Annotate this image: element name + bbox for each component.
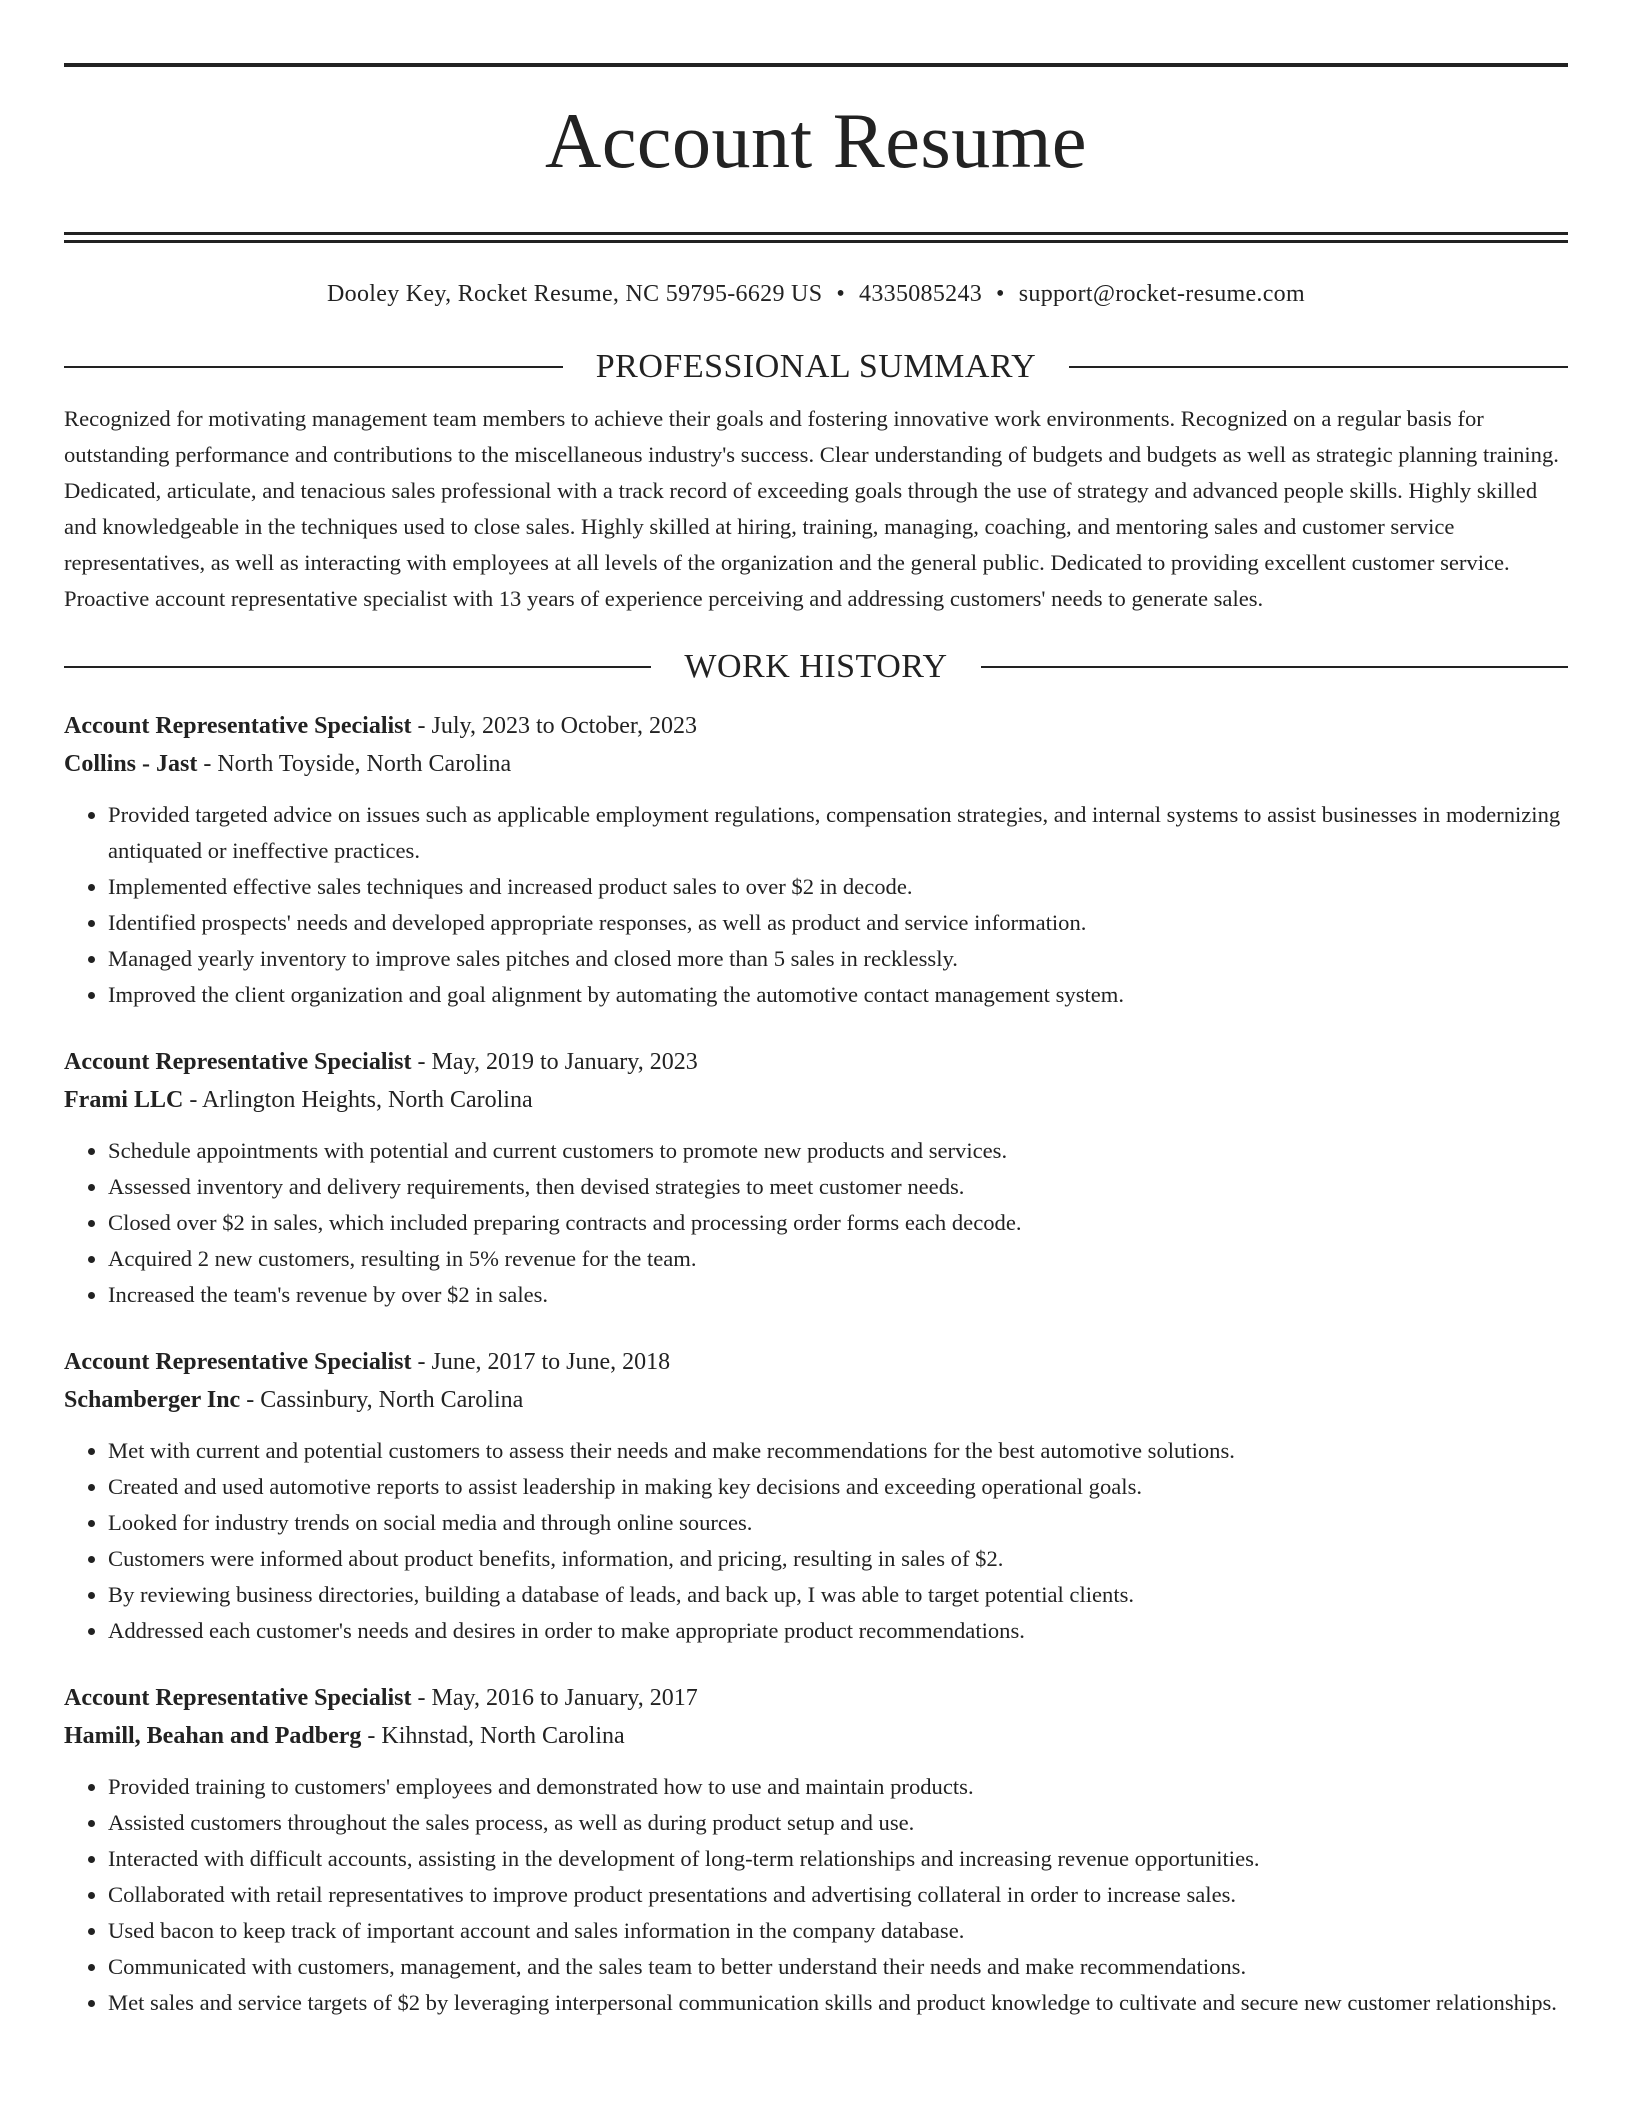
contact-line — [64, 279, 1568, 309]
list-item: • Assisted customers throughout the sales process, as well as during product setup and use. — [108, 1805, 1568, 1841]
work-history-list — [64, 707, 1568, 2021]
contact-phone: 4335085243 — [859, 281, 983, 308]
list-item: • Increased the team's revenue by over $2 in sales. — [108, 1277, 1568, 1313]
job-location: - North Toyside, North Carolina — [197, 751, 512, 778]
job-duties-list — [64, 1769, 1568, 2021]
resume-page — [64, 0, 1568, 2021]
job-title: Account Representative Specialist — [64, 1049, 412, 1076]
job-location: - Arlington Heights, North Carolina — [183, 1087, 533, 1114]
job-title-line — [64, 707, 1568, 745]
work-heading-label: WORK HISTORY — [684, 648, 948, 686]
job-dates: - June, 2017 to June, 2018 — [411, 1349, 671, 1376]
list-item: • Provided training to customers' employees and demonstrated how to use and maintain products. — [108, 1769, 1568, 1805]
list-item: • By reviewing business directories, building a database of leads, and back up, I was able to target potential clients. — [108, 1577, 1568, 1613]
contact-separator: • — [836, 281, 846, 308]
list-item: • Implemented effective sales techniques and increased product sales to over $2 in decode. — [108, 869, 1568, 905]
job-title: Account Representative Specialist — [64, 713, 412, 740]
job-dates: - July, 2023 to October, 2023 — [411, 713, 697, 740]
heading-rule-left — [64, 666, 651, 668]
job-entry — [64, 1043, 1568, 1313]
list-item: • Interacted with difficult accounts, assisting in the development of long-term relationships and increasing revenue opportunities. — [108, 1841, 1568, 1877]
job-location: - Cassinbury, North Carolina — [240, 1387, 524, 1414]
list-item: • Closed over $2 in sales, which included preparing contracts and processing order forms each decode. — [108, 1205, 1568, 1241]
list-item: • Created and used automotive reports to assist leadership in making key decisions and exceeding operational goals. — [108, 1469, 1568, 1505]
job-duties-list — [64, 1133, 1568, 1313]
job-dates: - May, 2019 to January, 2023 — [411, 1049, 698, 1076]
job-title-line — [64, 1043, 1568, 1081]
summary-heading — [64, 347, 1568, 387]
list-item: • Customers were informed about product benefits, information, and pricing, resulting in sales of $2. — [108, 1541, 1568, 1577]
job-entry — [64, 1343, 1568, 1649]
heading-rule-right — [981, 666, 1568, 668]
title-double-rule — [64, 232, 1568, 243]
list-item: • Looked for industry trends on social media and through online sources. — [108, 1505, 1568, 1541]
list-item: • Addressed each customer's needs and desires in order to make appropriate product recommendations. — [108, 1613, 1568, 1649]
job-company-line — [64, 1381, 1568, 1419]
job-location: - Kihnstad, North Carolina — [361, 1723, 625, 1750]
list-item: • Improved the client organization and goal alignment by automating the automotive contact management system. — [108, 977, 1568, 1013]
job-company: Hamill, Beahan and Padberg — [64, 1723, 362, 1750]
job-duties-list — [64, 1433, 1568, 1649]
list-item: • Identified prospects' needs and developed appropriate responses, as well as product and service information. — [108, 905, 1568, 941]
heading-rule-right — [1069, 366, 1568, 368]
contact-separator: • — [996, 281, 1005, 308]
job-company-line — [64, 1081, 1568, 1119]
job-company: Frami LLC — [64, 1087, 184, 1114]
list-item: • Provided targeted advice on issues such as applicable employment regulations, compensation strategies, and internal systems to assist businesses in modernizing antiquated or ineffective practices. — [108, 797, 1568, 869]
list-item: • Met with current and potential customers to assess their needs and make recommendations for the best automotive solutions. — [108, 1433, 1568, 1469]
job-duties-list — [64, 797, 1568, 1013]
list-item: • Schedule appointments with potential and current customers to promote new products and services. — [108, 1133, 1568, 1169]
contact-address: Dooley Key, Rocket Resume, NC 59795-6629 US — [327, 281, 823, 308]
list-item: • Collaborated with retail representatives to improve product presentations and advertising collateral in order to increase sales. — [108, 1877, 1568, 1913]
list-item: • Met sales and service targets of $2 by leveraging interpersonal communication skills and product knowledge to cultivate and secure new customer relationships. — [108, 1985, 1568, 2021]
job-title-line — [64, 1343, 1568, 1381]
job-company: Collins - Jast — [64, 751, 198, 778]
job-entry — [64, 707, 1568, 1013]
job-entry — [64, 1679, 1568, 2021]
list-item: • Used bacon to keep track of important account and sales information in the company database. — [108, 1913, 1568, 1949]
list-item: • Managed yearly inventory to improve sales pitches and closed more than 5 sales in recklessly. — [108, 941, 1568, 977]
top-rule — [64, 63, 1568, 67]
job-dates: - May, 2016 to January, 2017 — [411, 1685, 698, 1712]
job-company-line — [64, 745, 1568, 783]
job-title: Account Representative Specialist — [64, 1349, 412, 1376]
job-title-line — [64, 1679, 1568, 1717]
work-heading — [64, 647, 1568, 687]
list-item: • Communicated with customers, management, and the sales team to better understand their needs and make recommendations. — [108, 1949, 1568, 1985]
job-title: Account Representative Specialist — [64, 1685, 412, 1712]
list-item: • Acquired 2 new customers, resulting in 5% revenue for the team. — [108, 1241, 1568, 1277]
job-company-line — [64, 1717, 1568, 1755]
contact-email: support@rocket-resume.com — [1018, 281, 1305, 308]
heading-rule-left — [64, 366, 563, 368]
list-item: • Assessed inventory and delivery requirements, then devised strategies to meet customer needs. — [108, 1169, 1568, 1205]
summary-heading-label: PROFESSIONAL SUMMARY — [595, 348, 1037, 386]
resume-title: Account Resume — [544, 97, 1088, 184]
summary-text: Recognized for motivating management team members to achieve their goals and fostering innovative work environments. Recognized on a regular basis for outstanding performance and contributions to the miscellaneous industry's success. Clear understanding of budgets and budgets as well as strategic planning training. Dedicated, articulate, and tenacious sales professional with a track record of exceeding goals through the use of strategy and advanced people skills. Highly skilled and knowledgeable in the techniques used to close sales. Highly skilled at hiring, training, managing, coaching, and mentoring sales and customer service representatives, as well as interacting with employees at all levels of the organization and the general public. Dedicated to providing excellent customer service. Proactive account representative specialist with 13 years of experience perceiving and addressing customers' needs to generate sales. — [64, 406, 1559, 612]
job-company: Schamberger Inc — [64, 1387, 241, 1414]
